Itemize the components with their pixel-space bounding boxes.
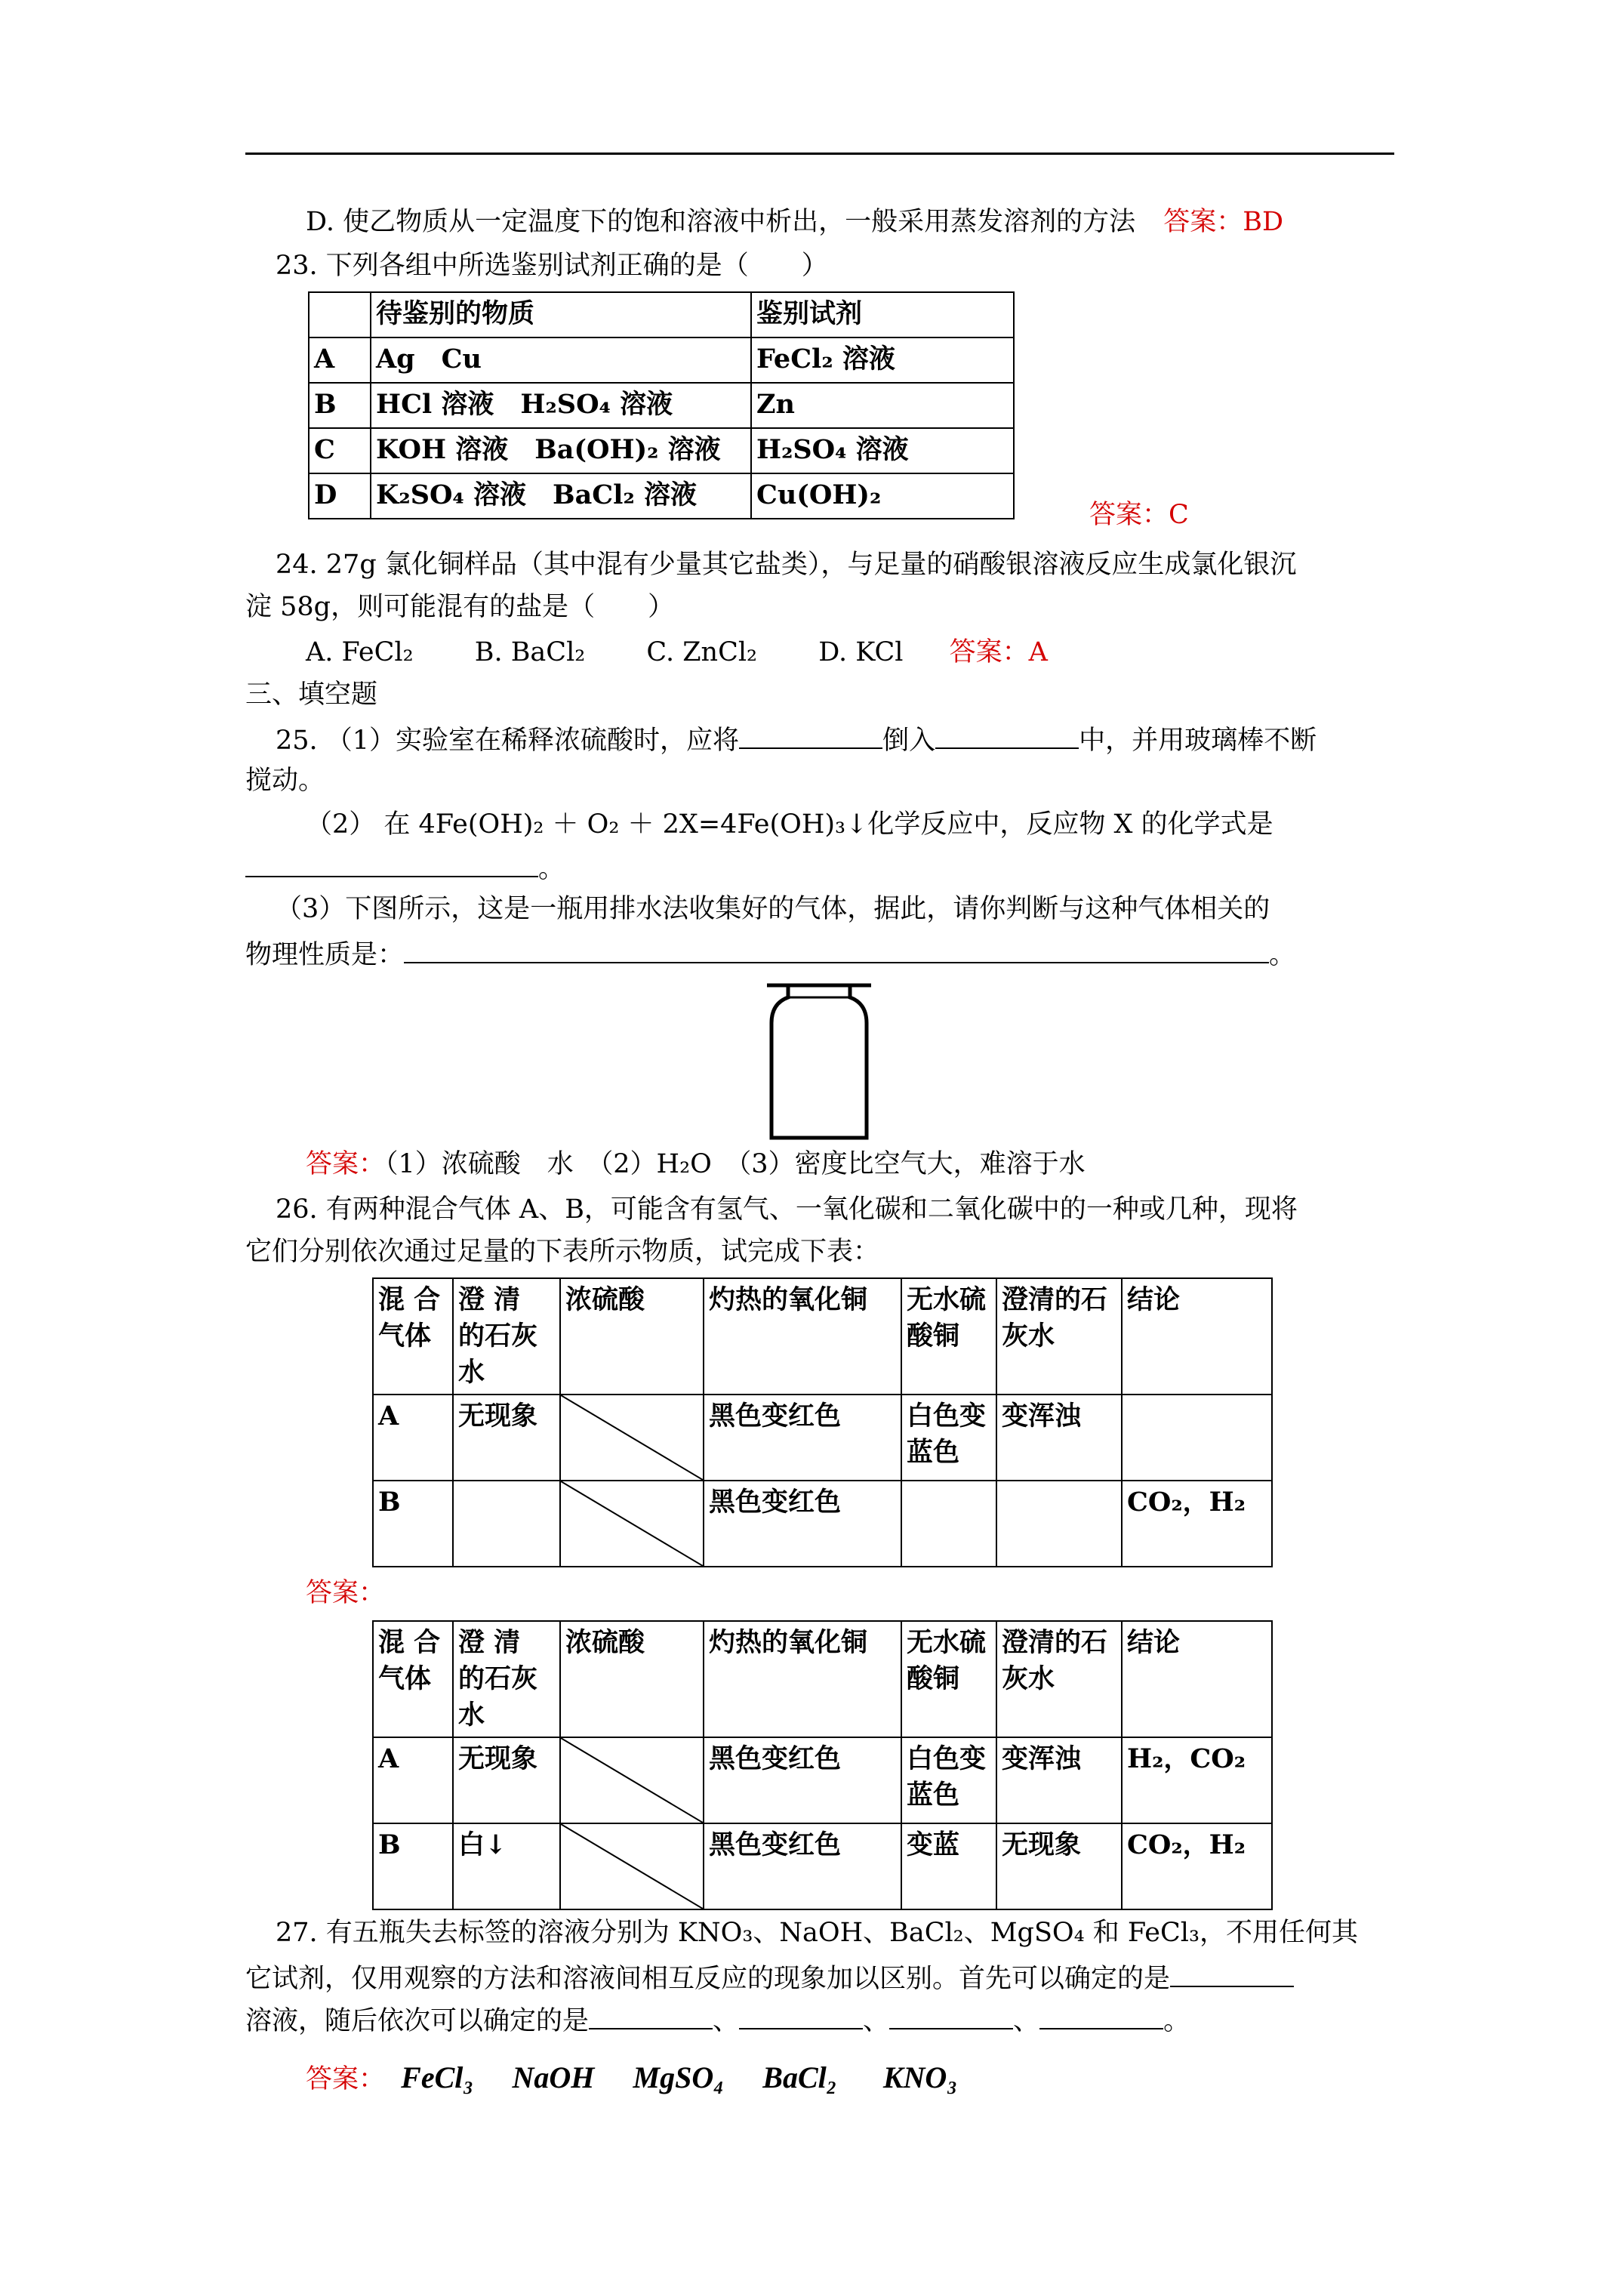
q27-answer-item: NaOH [512, 2060, 595, 2094]
table-cell: 灼热的氧化铜 [704, 1278, 901, 1395]
q25-p1-text-a: 25. （1）实验室在稀释浓硫酸时，应将 [276, 726, 740, 756]
table-cell: 白色变蓝色 [901, 1737, 996, 1823]
q24-options-text: A. FeCl₂ B. BaCl₂ C. ZnCl₂ D. KCl [306, 637, 904, 667]
answer-blank[interactable] [739, 2002, 863, 2029]
q26-table [372, 1277, 1273, 1567]
table-cell: 无水硫酸铜 [901, 1278, 996, 1395]
q27-answer-item: FeCl₃ [401, 2060, 474, 2094]
q24-line1: 24. 27g 氯化铜样品（其中混有少量其它盐类），与足量的硝酸银溶液反应生成氯化银沉 [276, 550, 1297, 580]
table-cell [453, 1481, 560, 1567]
table-cell [996, 1481, 1122, 1567]
section-heading: 三、填空题 [245, 680, 378, 710]
table-cell: HCl 溶液 H₂SO₄ 溶液 [371, 383, 751, 428]
table-cell [1122, 1395, 1272, 1481]
table-row [373, 1395, 1272, 1481]
separator: 、 [713, 2006, 740, 2036]
header-rule [245, 153, 1394, 155]
table-cell [309, 292, 371, 337]
table-row [373, 1278, 1272, 1395]
q23-table [308, 291, 1015, 519]
q27-line2-text: 它试剂，仅用观察的方法和溶液间相互反应的现象加以区别。首先可以确定的是 [245, 1964, 1171, 1994]
q27-end: 。 [1163, 2006, 1190, 2036]
table-cell [901, 1481, 996, 1567]
table-cell: B [373, 1481, 453, 1567]
diagonal-cell [560, 1737, 704, 1823]
q25-p1-text-d: 搅动。 [245, 766, 325, 796]
table-row [309, 473, 1014, 519]
diagonal-cell [560, 1481, 704, 1567]
table-cell: B [309, 383, 371, 428]
table-cell: Cu(OH)₂ [751, 473, 1014, 519]
answer-blank[interactable] [739, 722, 882, 749]
table-cell: 变浑浊 [996, 1737, 1122, 1823]
table-cell: 黑色变红色 [704, 1395, 901, 1481]
table-cell: 白↓ [453, 1823, 560, 1909]
q25-p3-text-b: 物理性质是： [245, 940, 405, 970]
answer-blank[interactable] [589, 2002, 713, 2029]
answer-blank[interactable] [404, 936, 1269, 963]
q26-answer-label: 答案： [306, 1578, 386, 1608]
table-cell: A [373, 1737, 453, 1823]
q25-part1 [276, 722, 1317, 757]
answer-blank[interactable] [889, 2002, 1013, 2029]
table-row [373, 1621, 1272, 1737]
q22-answer: 答案：BD [1163, 207, 1284, 237]
table-cell: 变蓝 [901, 1823, 996, 1909]
q26-answer-table [372, 1620, 1273, 1910]
q27-answer-item: BaCl₂ [762, 2060, 837, 2094]
table-cell: D [309, 473, 371, 519]
q27-answer-label: 答案： [306, 2064, 386, 2094]
q27-answer-item: KNO₃ [882, 2060, 958, 2094]
q25-p3-end: 。 [1269, 940, 1296, 970]
table-cell: Zn [751, 383, 1014, 428]
table-cell: 鉴别试剂 [751, 292, 1014, 337]
table-cell: A [373, 1395, 453, 1481]
table-cell: 灼热的氧化铜 [704, 1621, 901, 1737]
table-cell: 澄清的石灰水 [996, 1621, 1122, 1737]
diagonal-cell [560, 1823, 704, 1909]
q25-part3-blank-line [245, 936, 1295, 972]
q25-part2-blank-line [245, 850, 565, 886]
table-cell: 浓硫酸 [560, 1621, 704, 1737]
table-row [373, 1823, 1272, 1909]
table-cell: 黑色变红色 [704, 1823, 901, 1909]
gas-jar-icon [762, 978, 876, 1145]
q26-line2: 它们分别依次通过足量的下表所示物质，试完成下表： [245, 1237, 880, 1267]
q27-line3 [245, 2002, 1190, 2038]
q27-answer-item: MgSO₄ [633, 2060, 725, 2094]
table-row [309, 428, 1014, 473]
table-cell: CO₂，H₂ [1122, 1481, 1272, 1567]
q25-p1-text-b: 倒入 [882, 726, 936, 756]
diagonal-cell [560, 1395, 704, 1481]
q22-option-d-text: D. 使乙物质从一定温度下的饱和溶液中析出，一般采用蒸发溶剂的方法 [306, 207, 1136, 237]
table-cell: 混 合气体 [373, 1278, 453, 1395]
table-cell: 澄 清 的石灰水 [453, 1278, 560, 1395]
q25-part3: （3）下图所示，这是一瓶用排水法收集好的气体，据此，请你判断与这种气体相关的 [276, 894, 1270, 924]
q25-answer-label: 答案： [306, 1149, 386, 1179]
table-cell: 澄清的石灰水 [996, 1278, 1122, 1395]
table-cell: 浓硫酸 [560, 1278, 704, 1395]
table-cell: H₂SO₄ 溶液 [751, 428, 1014, 473]
table-cell: 无水硫酸铜 [901, 1621, 996, 1737]
table-cell: H₂，CO₂ [1122, 1737, 1272, 1823]
table-row [373, 1481, 1272, 1567]
table-cell: 白色变蓝色 [901, 1395, 996, 1481]
q25-p2-end: 。 [538, 854, 565, 884]
q25-answer-text: （1）浓硫酸 水 （2）H₂O （3）密度比空气大，难溶于水 [385, 1149, 1086, 1179]
q24-options [306, 636, 1048, 669]
table-cell: 无现象 [453, 1395, 560, 1481]
q24-answer: 答案：A [949, 637, 1048, 667]
table-cell: 无现象 [453, 1737, 560, 1823]
table-cell: B [373, 1823, 453, 1909]
answer-blank[interactable] [245, 850, 538, 877]
q26-line1: 26. 有两种混合气体 A、B，可能含有氢气、一氧化碳和二氧化碳中的一种或几种，现将 [276, 1194, 1298, 1225]
table-cell: 混 合气体 [373, 1621, 453, 1737]
table-row [309, 292, 1014, 337]
table-cell: A [309, 337, 371, 383]
separator: 、 [1013, 2006, 1040, 2036]
table-cell: FeCl₂ 溶液 [751, 337, 1014, 383]
table-row [309, 337, 1014, 383]
table-cell: 结论 [1122, 1621, 1272, 1737]
q27-answer [306, 2061, 957, 2096]
q27-line3-text: 溶液，随后依次可以确定的是 [245, 2006, 590, 2036]
table-cell: CO₂，H₂ [1122, 1823, 1272, 1909]
table-cell: K₂SO₄ 溶液 BaCl₂ 溶液 [371, 473, 751, 519]
q23-stem: 23. 下列各组中所选鉴别试剂正确的是（ ） [276, 251, 828, 281]
q22-option-d [306, 205, 1283, 239]
answer-blank[interactable] [1170, 1960, 1294, 1987]
answer-blank[interactable] [1039, 2002, 1163, 2029]
table-cell: 黑色变红色 [704, 1737, 901, 1823]
table-cell: 澄 清 的石灰水 [453, 1621, 560, 1737]
separator: 、 [863, 2006, 890, 2036]
q23-answer: 答案：C [1089, 500, 1189, 530]
table-cell: Ag Cu [371, 337, 751, 383]
q24-line2: 淀 58g，则可能混有的盐是（ ） [245, 592, 675, 622]
table-cell: C [309, 428, 371, 473]
table-cell: 待鉴别的物质 [371, 292, 751, 337]
table-cell: 黑色变红色 [704, 1481, 901, 1567]
table-cell: 结论 [1122, 1278, 1272, 1395]
q27-line2 [245, 1960, 1294, 1996]
table-cell: 无现象 [996, 1823, 1122, 1909]
table-cell: KOH 溶液 Ba(OH)₂ 溶液 [371, 428, 751, 473]
table-row [309, 383, 1014, 428]
q25-part2: （2） 在 4Fe(OH)₂ ＋ O₂ ＋ 2X=4Fe(OH)₃↓化学反应中，反应物 X 的化学式是 [306, 809, 1273, 840]
q27-line1: 27. 有五瓶失去标签的溶液分别为 KNO₃、NaOH、BaCl₂、MgSO₄ 和 FeCl₃，不用任何其 [276, 1918, 1358, 1948]
answer-blank[interactable] [935, 722, 1079, 749]
table-row [373, 1737, 1272, 1823]
table-cell: 变浑浊 [996, 1395, 1122, 1481]
q25-p1-text-c: 中，并用玻璃棒不断 [1079, 726, 1317, 756]
q25-answer [306, 1148, 1086, 1181]
